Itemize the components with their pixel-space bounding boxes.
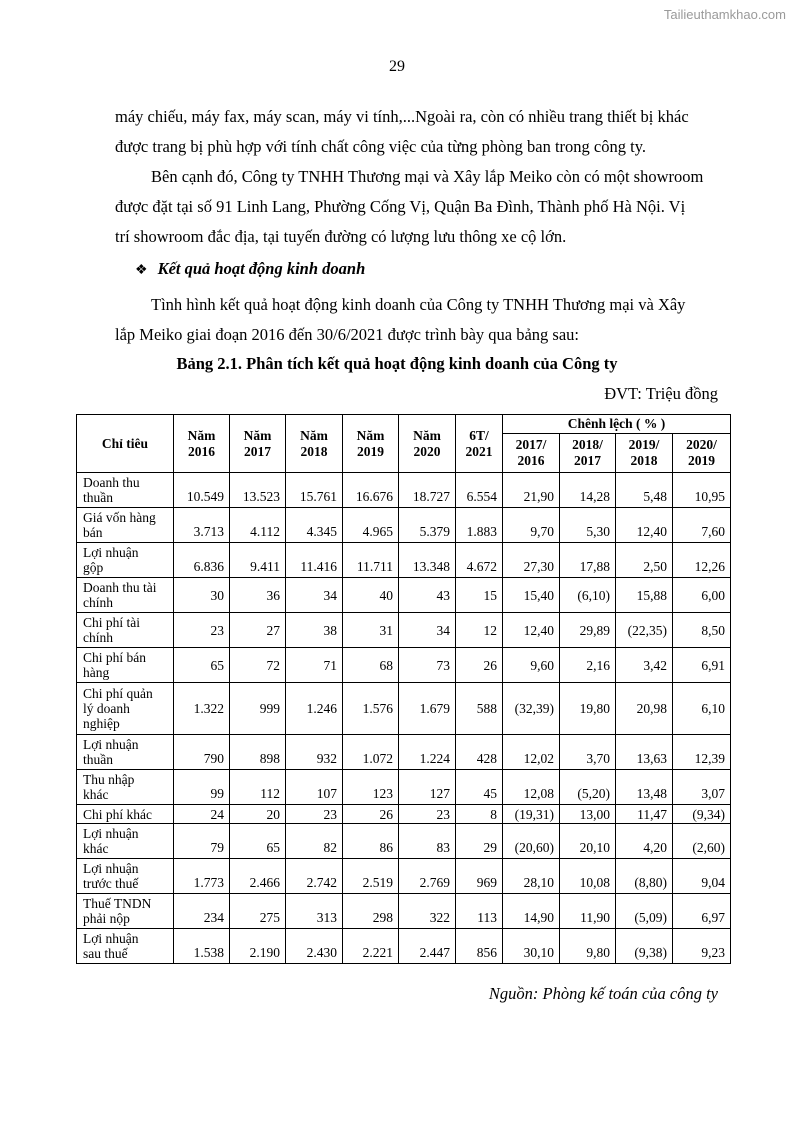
header-year: 6T/ 2021	[456, 415, 503, 473]
table-cell: (6,10)	[560, 578, 616, 613]
table-cell: 29,89	[560, 613, 616, 648]
business-results-table	[76, 414, 731, 964]
table-cell: 4.672	[456, 543, 503, 578]
table-cell: 36	[230, 578, 286, 613]
diamond-bullet-icon: ❖	[135, 263, 148, 278]
table-cell: 31	[343, 613, 399, 648]
table-cell: 898	[230, 735, 286, 770]
table-cell: 8,50	[673, 613, 731, 648]
paragraph-equipment	[115, 102, 719, 162]
table-cell: 14,28	[560, 473, 616, 508]
table-cell: 1.072	[343, 735, 399, 770]
table-cell: (5,20)	[560, 770, 616, 805]
table-cell: 10,08	[560, 859, 616, 894]
table-cell: (9,34)	[673, 805, 731, 824]
table-cell: 6.836	[174, 543, 230, 578]
row-label: Thuế TNDN phải nộp	[77, 894, 174, 929]
table-row	[77, 508, 731, 543]
table-cell: 107	[286, 770, 343, 805]
table-cell: 2.190	[230, 929, 286, 964]
table-cell: 15,88	[616, 578, 673, 613]
table-cell: 5,48	[616, 473, 673, 508]
table-cell: 86	[343, 824, 399, 859]
row-label: Lợi nhuận sau thuế	[77, 929, 174, 964]
paragraph-intro-table	[115, 290, 719, 350]
table-cell: 23	[174, 613, 230, 648]
header-year: Năm 2020	[399, 415, 456, 473]
table-cell: 24	[174, 805, 230, 824]
table-cell: 83	[399, 824, 456, 859]
table-cell: 322	[399, 894, 456, 929]
table-cell: 23	[399, 805, 456, 824]
section-heading	[135, 259, 365, 279]
table-cell: 12,26	[673, 543, 731, 578]
table-cell: 13,63	[616, 735, 673, 770]
table-cell: 29	[456, 824, 503, 859]
row-label: Lợi nhuận trước thuế	[77, 859, 174, 894]
table-row	[77, 929, 731, 964]
row-label: Thu nhập khác	[77, 770, 174, 805]
table-cell: 1.224	[399, 735, 456, 770]
table-cell: 12,39	[673, 735, 731, 770]
paragraph-line: được đặt tại số 91 Linh Lang, Phường Cống Vị, Quận Ba Đình, Thành phố Hà Nội. Vị	[115, 197, 686, 216]
table-cell: 14,90	[503, 894, 560, 929]
table-cell: 45	[456, 770, 503, 805]
table-cell: 23	[286, 805, 343, 824]
header-diff: 2019/ 2018	[616, 434, 673, 473]
table-cell: 26	[343, 805, 399, 824]
table-cell: 1.538	[174, 929, 230, 964]
table-title: Bảng 2.1. Phân tích kết quả hoạt động kinh doanh của Công ty	[176, 354, 618, 373]
paragraph-line: trí showroom đắc địa, tại tuyến đường có lượng lưu thông xe cộ lớn.	[115, 227, 567, 246]
table-cell: 21,90	[503, 473, 560, 508]
table-cell: 11.711	[343, 543, 399, 578]
table-cell: 15,40	[503, 578, 560, 613]
table-cell: (19,31)	[503, 805, 560, 824]
table-cell: 12,08	[503, 770, 560, 805]
table-cell: 4,20	[616, 824, 673, 859]
table-row	[77, 859, 731, 894]
row-label: Giá vốn hàng bán	[77, 508, 174, 543]
table-row	[77, 770, 731, 805]
table-cell: 10.549	[174, 473, 230, 508]
section-heading-text: Kết quả hoạt động kinh doanh	[157, 259, 366, 278]
table-cell: 932	[286, 735, 343, 770]
table-cell: 4.112	[230, 508, 286, 543]
table-row	[77, 578, 731, 613]
table-cell: (9,38)	[616, 929, 673, 964]
table-cell: 11,47	[616, 805, 673, 824]
table-cell: 856	[456, 929, 503, 964]
table-cell: 5,30	[560, 508, 616, 543]
table-cell: 9,80	[560, 929, 616, 964]
table-cell: 1.576	[343, 683, 399, 735]
table-cell: 26	[456, 648, 503, 683]
table-cell: 99	[174, 770, 230, 805]
table-cell: 1.246	[286, 683, 343, 735]
table-cell: 9,70	[503, 508, 560, 543]
table-cell: 82	[286, 824, 343, 859]
paragraph-line: lắp Meiko giai đoạn 2016 đến 30/6/2021 được trình bày qua bảng sau:	[115, 325, 579, 344]
table-row	[77, 648, 731, 683]
table-cell: 11.416	[286, 543, 343, 578]
table-cell: 30,10	[503, 929, 560, 964]
table-cell: 17,88	[560, 543, 616, 578]
table-cell: 28,10	[503, 859, 560, 894]
table-cell: 20,98	[616, 683, 673, 735]
table-cell: 9,04	[673, 859, 731, 894]
table-cell: 5.379	[399, 508, 456, 543]
table-cell: 20	[230, 805, 286, 824]
row-label: Chi phí bán hàng	[77, 648, 174, 683]
table-cell: 12,02	[503, 735, 560, 770]
table-cell: 27,30	[503, 543, 560, 578]
table-cell: 1.883	[456, 508, 503, 543]
table-cell: 11,90	[560, 894, 616, 929]
table-row	[77, 735, 731, 770]
row-label: Chi phí tài chính	[77, 613, 174, 648]
row-label: Lợi nhuận khác	[77, 824, 174, 859]
header-diff: 2017/ 2016	[503, 434, 560, 473]
paragraph-showroom	[115, 162, 719, 252]
table-cell: 3.713	[174, 508, 230, 543]
table-cell: 999	[230, 683, 286, 735]
table-row	[77, 805, 731, 824]
row-label: Chi phí quản lý doanh nghiệp	[77, 683, 174, 735]
paragraph-line: Tình hình kết quả hoạt động kinh doanh của Công ty TNHH Thương mại và Xây	[151, 295, 686, 314]
header-year: Năm 2018	[286, 415, 343, 473]
table-cell: 40	[343, 578, 399, 613]
table-cell: 790	[174, 735, 230, 770]
table-cell: 65	[174, 648, 230, 683]
table-cell: 2.742	[286, 859, 343, 894]
paragraph-line: được trang bị phù hợp với tính chất công việc của từng phòng ban trong công ty.	[115, 137, 647, 156]
table-row	[77, 473, 731, 508]
table-cell: 65	[230, 824, 286, 859]
unit-label: ĐVT: Triệu đồng	[604, 384, 718, 403]
row-label: Doanh thu thuần	[77, 473, 174, 508]
table-cell: 18.727	[399, 473, 456, 508]
table-cell: 9.411	[230, 543, 286, 578]
table-cell: 71	[286, 648, 343, 683]
header-diff: 2020/ 2019	[673, 434, 731, 473]
table-cell: (5,09)	[616, 894, 673, 929]
table-cell: 2.466	[230, 859, 286, 894]
table-cell: 127	[399, 770, 456, 805]
table-cell: 13.348	[399, 543, 456, 578]
table-cell: 38	[286, 613, 343, 648]
table-cell: 2.769	[399, 859, 456, 894]
table-row	[77, 543, 731, 578]
table-cell: 1.679	[399, 683, 456, 735]
table-row	[77, 894, 731, 929]
table-cell: 123	[343, 770, 399, 805]
table-cell: 13.523	[230, 473, 286, 508]
table-cell: 4.345	[286, 508, 343, 543]
table-cell: 4.965	[343, 508, 399, 543]
page-number: 29	[389, 58, 405, 75]
table-cell: 3,07	[673, 770, 731, 805]
header-year: Năm 2019	[343, 415, 399, 473]
table-cell: 7,60	[673, 508, 731, 543]
table-cell: 10,95	[673, 473, 731, 508]
row-label: Lợi nhuận gộp	[77, 543, 174, 578]
table-cell: 8	[456, 805, 503, 824]
table-cell: 2,50	[616, 543, 673, 578]
table-cell: 79	[174, 824, 230, 859]
table-cell: 13,48	[616, 770, 673, 805]
table-cell: 969	[456, 859, 503, 894]
table-cell: 3,42	[616, 648, 673, 683]
watermark: Tailieuthamkhao.com	[663, 7, 786, 22]
table-cell: 234	[174, 894, 230, 929]
row-label: Chi phí khác	[77, 805, 174, 824]
table-cell: 9,23	[673, 929, 731, 964]
table-cell: 15	[456, 578, 503, 613]
row-label: Lợi nhuận thuần	[77, 735, 174, 770]
table-cell: 112	[230, 770, 286, 805]
table-cell: 12	[456, 613, 503, 648]
table-cell: 16.676	[343, 473, 399, 508]
table-cell: 34	[399, 613, 456, 648]
table-cell: 2,16	[560, 648, 616, 683]
table-cell: 313	[286, 894, 343, 929]
table-cell: 6,10	[673, 683, 731, 735]
table-cell: (8,80)	[616, 859, 673, 894]
table-cell: 3,70	[560, 735, 616, 770]
table-cell: 13,00	[560, 805, 616, 824]
table-cell: 428	[456, 735, 503, 770]
table-cell: 1.322	[174, 683, 230, 735]
table-cell: 27	[230, 613, 286, 648]
header-year: Năm 2016	[174, 415, 230, 473]
table-cell: 12,40	[616, 508, 673, 543]
table-cell: 12,40	[503, 613, 560, 648]
table-cell: 588	[456, 683, 503, 735]
source-note: Nguồn: Phòng kế toán của công ty	[488, 984, 718, 1003]
table-cell: 15.761	[286, 473, 343, 508]
table-cell: (20,60)	[503, 824, 560, 859]
table-cell: 34	[286, 578, 343, 613]
table-cell: 9,60	[503, 648, 560, 683]
table-cell: 1.773	[174, 859, 230, 894]
table-cell: 6.554	[456, 473, 503, 508]
header-diff: 2018/ 2017	[560, 434, 616, 473]
paragraph-line: máy chiếu, máy fax, máy scan, máy vi tính,...Ngoài ra, còn có nhiều trang thiết bị khác	[115, 107, 689, 126]
table-cell: 2.519	[343, 859, 399, 894]
table-cell: 275	[230, 894, 286, 929]
table-cell: 20,10	[560, 824, 616, 859]
table-cell: 73	[399, 648, 456, 683]
table-cell: 68	[343, 648, 399, 683]
table-cell: 298	[343, 894, 399, 929]
table-cell: 2.221	[343, 929, 399, 964]
table-cell: 6,00	[673, 578, 731, 613]
table-row	[77, 613, 731, 648]
header-diff-group: Chênh lệch ( % )	[503, 415, 731, 434]
table-cell: 6,91	[673, 648, 731, 683]
table-cell: (2,60)	[673, 824, 731, 859]
row-label: Doanh thu tài chính	[77, 578, 174, 613]
table-cell: 113	[456, 894, 503, 929]
header-year: Năm 2017	[230, 415, 286, 473]
header-indicator: Chỉ tiêu	[77, 415, 174, 473]
table-cell: 2.447	[399, 929, 456, 964]
table-cell: 2.430	[286, 929, 343, 964]
table-row	[77, 683, 731, 735]
table-cell: 72	[230, 648, 286, 683]
table-cell: 6,97	[673, 894, 731, 929]
table-cell: 19,80	[560, 683, 616, 735]
paragraph-line: Bên cạnh đó, Công ty TNHH Thương mại và Xây lắp Meiko còn có một showroom	[151, 167, 704, 186]
table-cell: (22,35)	[616, 613, 673, 648]
table-cell: 43	[399, 578, 456, 613]
table-cell: 30	[174, 578, 230, 613]
table-row	[77, 824, 731, 859]
table-cell: (32,39)	[503, 683, 560, 735]
